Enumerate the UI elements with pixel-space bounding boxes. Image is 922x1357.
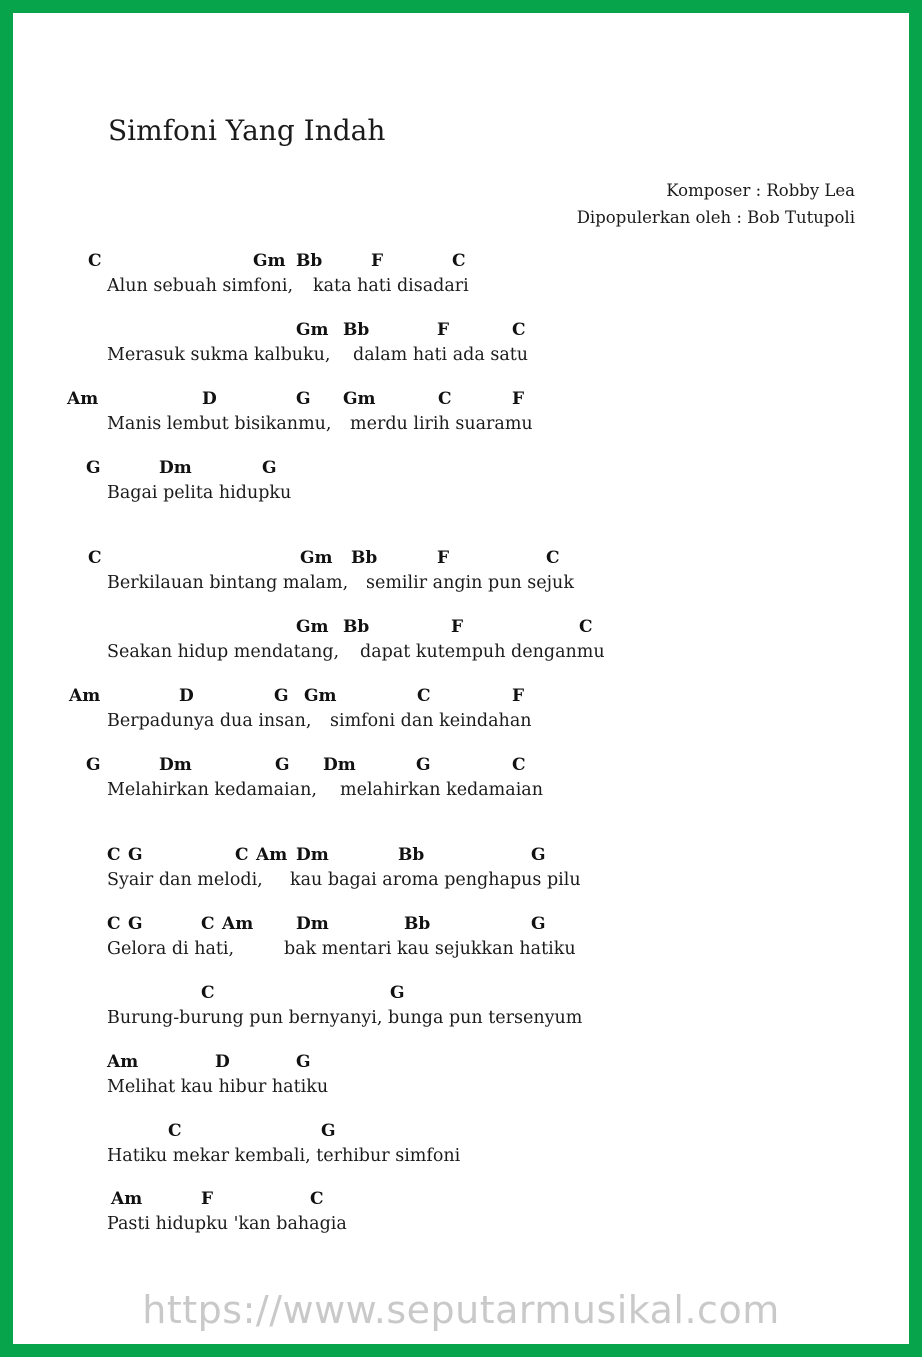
chord-symbol: G: [296, 389, 311, 409]
chord-symbol: F: [451, 617, 464, 637]
lyric-line: dapat kutempuh denganmu: [360, 642, 605, 662]
chord-symbol: Gm: [253, 251, 286, 271]
chord-symbol: Bb: [404, 914, 431, 934]
chord-symbol: G: [416, 755, 431, 775]
lyric-line: kau bagai aroma penghapus pilu: [290, 870, 581, 890]
chord-symbol: C: [201, 914, 215, 934]
lyric-line: bak mentari kau sejukkan hatiku: [284, 939, 576, 959]
lyric-line: Gelora di hati,: [107, 939, 235, 959]
chord-symbol: C: [201, 983, 215, 1003]
chord-symbol: G: [128, 845, 143, 865]
composer-line: Komposer : Robby Lea: [666, 181, 855, 200]
lyric-line: kata hati disadari: [313, 276, 469, 296]
lyric-line: Manis lembut bisikanmu,: [107, 414, 332, 434]
lyric-line: Berpadunya dua insan,: [107, 711, 312, 731]
chord-symbol: G: [390, 983, 405, 1003]
chord-symbol: C: [512, 755, 526, 775]
chord-symbol: F: [512, 389, 525, 409]
chord-symbol: Gm: [300, 548, 333, 568]
lyric-line: Syair dan melodi,: [107, 870, 263, 890]
chord-symbol: F: [437, 548, 450, 568]
song-title: Simfoni Yang Indah: [108, 114, 386, 147]
chord-symbol: D: [202, 389, 217, 409]
chord-symbol: G: [275, 755, 290, 775]
lyric-line: Hatiku mekar kembali, terhibur simfoni: [107, 1146, 461, 1166]
chord-symbol: G: [274, 686, 289, 706]
lyric-line: melahirkan kedamaian: [340, 780, 544, 800]
chord-symbol: Bb: [343, 320, 370, 340]
chord-symbol: D: [215, 1052, 230, 1072]
lyric-line: merdu lirih suaramu: [350, 414, 533, 434]
lyric-line: Alun sebuah simfoni,: [107, 276, 294, 296]
chord-symbol: Dm: [323, 755, 356, 775]
lyric-line: Burung-burung pun bernyanyi, bunga pun tersenyum: [107, 1008, 583, 1028]
chord-symbol: G: [321, 1121, 336, 1141]
lyric-line: Seakan hidup mendatang,: [107, 642, 340, 662]
chord-symbol: G: [86, 458, 101, 478]
chord-symbol: C: [452, 251, 466, 271]
chord-symbol: C: [235, 845, 249, 865]
lyric-line: Merasuk sukma kalbuku,: [107, 345, 331, 365]
chord-symbol: C: [107, 914, 121, 934]
chord-symbol: F: [512, 686, 525, 706]
chord-symbol: Am: [69, 686, 101, 706]
chord-symbol: Dm: [159, 755, 192, 775]
lyric-line: Pasti hidupku 'kan bahagia: [107, 1214, 347, 1234]
chord-symbol: F: [437, 320, 450, 340]
chord-symbol: Gm: [304, 686, 337, 706]
chord-symbol: G: [531, 845, 546, 865]
chord-symbol: G: [296, 1052, 311, 1072]
chord-symbol: Dm: [296, 914, 329, 934]
chord-symbol: Bb: [351, 548, 378, 568]
chord-symbol: Gm: [296, 617, 329, 637]
chord-symbol: Am: [107, 1052, 139, 1072]
chord-symbol: Bb: [343, 617, 370, 637]
chord-symbol: Bb: [398, 845, 425, 865]
chord-symbol: C: [88, 251, 102, 271]
lyric-line: Melihat kau hibur hatiku: [107, 1077, 329, 1097]
chord-symbol: Dm: [296, 845, 329, 865]
lyric-line: simfoni dan keindahan: [330, 711, 532, 731]
chord-symbol: Gm: [343, 389, 376, 409]
chord-symbol: Gm: [296, 320, 329, 340]
lyric-line: semilir angin pun sejuk: [366, 573, 574, 593]
lyric-line: Berkilauan bintang malam,: [107, 573, 349, 593]
chord-symbol: F: [201, 1189, 214, 1209]
chord-symbol: F: [371, 251, 384, 271]
chord-symbol: C: [417, 686, 431, 706]
chord-symbol: C: [168, 1121, 182, 1141]
chord-symbol: G: [262, 458, 277, 478]
chord-symbol: C: [88, 548, 102, 568]
chord-symbol: D: [179, 686, 194, 706]
chord-symbol: C: [512, 320, 526, 340]
chord-symbol: G: [531, 914, 546, 934]
chord-symbol: Am: [256, 845, 288, 865]
chord-symbol: C: [546, 548, 560, 568]
chord-symbol: Am: [67, 389, 99, 409]
lyric-line: dalam hati ada satu: [353, 345, 529, 365]
chord-symbol: G: [128, 914, 143, 934]
chord-symbol: Bb: [296, 251, 323, 271]
chord-symbol: C: [107, 845, 121, 865]
chord-symbol: Am: [111, 1189, 143, 1209]
website-watermark: https://www.seputarmusikal.com: [142, 1288, 780, 1332]
chord-symbol: C: [310, 1189, 324, 1209]
lyric-line: Melahirkan kedamaian,: [107, 780, 317, 800]
lyric-line: Bagai pelita hidupku: [107, 483, 292, 503]
popularized-by-line: Dipopulerkan oleh : Bob Tutupoli: [576, 208, 855, 227]
chord-symbol: Am: [222, 914, 254, 934]
chord-symbol: Dm: [159, 458, 192, 478]
chord-symbol: C: [438, 389, 452, 409]
chord-symbol: G: [86, 755, 101, 775]
chord-symbol: C: [579, 617, 593, 637]
